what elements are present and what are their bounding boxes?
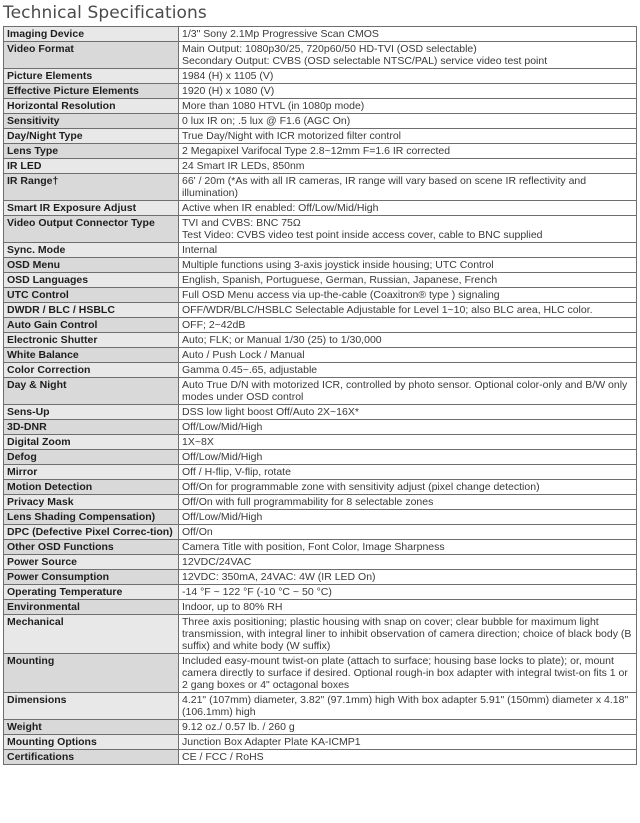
spec-value [179,585,637,600]
spec-row [4,450,637,465]
spec-row [4,288,637,303]
spec-value [179,84,637,99]
spec-row [4,201,637,216]
spec-row [4,525,637,540]
spec-value [179,159,637,174]
spec-label: DWDR / BLC / HSBLC [4,303,179,318]
spec-value-line: TVI and CVBS: BNC 75Ω [182,217,301,229]
spec-label: Digital Zoom [4,435,179,450]
spec-label: Power Source [4,555,179,570]
page-title: Technical Specifications [3,3,207,23]
spec-value-line: Off/On for programmable zone with sensitivity adjust (pixel change detection) [182,481,540,493]
spec-value-line: English, Spanish, Portuguese, German, Russian, Japanese, French [182,274,498,286]
spec-value [179,735,637,750]
spec-row [4,750,637,765]
spec-row [4,510,637,525]
spec-value-line: 1984 (H) x 1105 (V) [182,70,274,82]
spec-row [4,570,637,585]
spec-label: Lens Type [4,144,179,159]
spec-row [4,243,637,258]
spec-label: Smart IR Exposure Adjust [4,201,179,216]
spec-value-line: 1920 (H) x 1080 (V) [182,85,275,97]
spec-row [4,615,637,654]
spec-value [179,600,637,615]
spec-row [4,216,637,243]
spec-value-line: True Day/Night with ICR motorized filter control [182,130,402,142]
spec-row [4,735,637,750]
spec-value [179,174,637,201]
spec-value [179,378,637,405]
spec-table [3,26,637,765]
spec-row [4,555,637,570]
spec-value [179,465,637,480]
spec-value-line: Junction Box Adapter Plate KA-ICMP1 [182,736,361,748]
spec-value [179,720,637,735]
spec-value [179,435,637,450]
spec-value [179,555,637,570]
spec-value-line: 1/3" Sony 2.1Mp Progressive Scan CMOS [182,28,379,40]
spec-value [179,42,637,69]
spec-label: Day/Night Type [4,129,179,144]
spec-value-line: Auto / Push Lock / Manual [182,349,305,361]
spec-row [4,159,637,174]
spec-label: UTC Control [4,288,179,303]
spec-row [4,420,637,435]
spec-row [4,129,637,144]
spec-row [4,585,637,600]
spec-label: Motion Detection [4,480,179,495]
spec-value-line: Off/Low/Mid/High [182,511,263,523]
spec-row [4,84,637,99]
spec-label: Defog [4,450,179,465]
spec-value-line: OFF/WDR/BLC/HSBLC Selectable Adjustable for Level 1~10; also BLC area, HLC color. [182,304,593,316]
spec-value-line: Gamma 0.45~.65, adjustable [182,364,318,376]
spec-value [179,69,637,84]
spec-value-line: Test Video: CVBS video test point inside access cover, cable to BNC supplied [182,229,543,241]
spec-row [4,258,637,273]
spec-label: Dimensions [4,693,179,720]
spec-value-line: Included easy-mount twist-on plate (attach to surface; housing base locks to plate); or, mount camera directly to surface if desired. Optional rough-in box adapter with integral twist-on fits 1 or 2 gang boxes or 4" octagonal boxes [182,655,628,691]
spec-value-line: Off/Low/Mid/High [182,421,263,433]
spec-label: Environmental [4,600,179,615]
spec-label: Power Consumption [4,570,179,585]
spec-label: Electronic Shutter [4,333,179,348]
spec-value-line: Internal [182,244,218,256]
spec-value-line: Full OSD Menu access via up-the-cable (Coaxitron® type ) signaling [182,289,500,301]
spec-value [179,654,637,693]
spec-row [4,495,637,510]
spec-label: Effective Picture Elements [4,84,179,99]
spec-value [179,129,637,144]
spec-label: Sync. Mode [4,243,179,258]
spec-label: Auto Gain Control [4,318,179,333]
spec-table-body [4,27,637,765]
spec-value [179,480,637,495]
spec-label: DPC (Defective Pixel Correc-tion) [4,525,179,540]
spec-value-line: Active when IR enabled: Off/Low/Mid/High [182,202,379,214]
spec-label: Picture Elements [4,69,179,84]
spec-row [4,99,637,114]
spec-value [179,318,637,333]
spec-row [4,144,637,159]
spec-label: Privacy Mask [4,495,179,510]
spec-value [179,495,637,510]
spec-row [4,600,637,615]
spec-value-line: 12VDC/24VAC [182,556,252,568]
spec-label: Other OSD Functions [4,540,179,555]
spec-value-line: -14 °F ~ 122 °F (-10 °C ~ 50 °C) [182,586,332,598]
spec-value [179,201,637,216]
spec-value [179,288,637,303]
spec-value [179,420,637,435]
spec-row [4,318,637,333]
spec-value-line: 4.21" (107mm) diameter, 3.82" (97.1mm) high With box adapter 5.91" (150mm) diameter x 4.18" (106.1mm) high [182,694,629,718]
spec-label: 3D-DNR [4,420,179,435]
spec-label: Mounting Options [4,735,179,750]
spec-label: Weight [4,720,179,735]
spec-label: Mounting [4,654,179,693]
spec-value-line: Off/On [182,526,213,538]
spec-value-line: Off/On with full programmability for 8 selectable zones [182,496,434,508]
spec-value [179,99,637,114]
spec-value [179,510,637,525]
spec-row [4,348,637,363]
spec-value-line: 9.12 oz./ 0.57 lb. / 260 g [182,721,295,733]
spec-value-line: 24 Smart IR LEDs, 850nm [182,160,305,172]
spec-label: OSD Menu [4,258,179,273]
spec-label: Operating Temperature [4,585,179,600]
spec-label: Horizontal Resolution [4,99,179,114]
spec-row [4,480,637,495]
spec-label: White Balance [4,348,179,363]
spec-label: IR LED [4,159,179,174]
spec-label: Imaging Device [4,27,179,42]
spec-value-line: 0 lux IR on; .5 lux @ F1.6 (AGC On) [182,115,351,127]
spec-value-line: 1X~8X [182,436,214,448]
spec-row [4,27,637,42]
spec-row [4,378,637,405]
spec-value [179,540,637,555]
spec-value-line: Indoor, up to 80% RH [182,601,283,613]
spec-row [4,69,637,84]
spec-value [179,363,637,378]
spec-value-line: CE / FCC / RoHS [182,751,264,763]
spec-value [179,450,637,465]
spec-value [179,615,637,654]
spec-row [4,303,637,318]
spec-label: Video Output Connector Type [4,216,179,243]
spec-label: IR Range† [4,174,179,201]
spec-value [179,405,637,420]
spec-value [179,114,637,129]
spec-value-line: Off/Low/Mid/High [182,451,263,463]
spec-label: Mechanical [4,615,179,654]
spec-label: OSD Languages [4,273,179,288]
spec-value-line: Auto True D/N with motorized ICR, controlled by photo sensor. Optional color-only and B/W only modes under OSD control [182,379,628,403]
spec-row [4,465,637,480]
spec-value-line: 2 Megapixel Varifocal Type 2.8~12mm F=1.6 IR corrected [182,145,451,157]
spec-value [179,144,637,159]
spec-row [4,174,637,201]
spec-row [4,720,637,735]
spec-value-line: 12VDC: 350mA, 24VAC: 4W (IR LED On) [182,571,376,583]
spec-row [4,333,637,348]
spec-value [179,243,637,258]
spec-row [4,693,637,720]
spec-row [4,435,637,450]
spec-row [4,540,637,555]
spec-value [179,216,637,243]
spec-value-line: Auto; FLK; or Manual 1/30 (25) to 1/30,000 [182,334,382,346]
spec-value-line: Multiple functions using 3-axis joystick inside housing; UTC Control [182,259,494,271]
spec-value [179,525,637,540]
spec-value-line: Main Output: 1080p30/25, 720p60/50 HD-TVI (OSD selectable) [182,43,477,55]
spec-value-line: DSS low light boost Off/Auto 2X~16X* [182,406,359,418]
spec-label: Certifications [4,750,179,765]
spec-label: Day & Night [4,378,179,405]
spec-value-line: Camera Title with position, Font Color, Image Sharpness [182,541,445,553]
spec-value [179,693,637,720]
spec-row [4,363,637,378]
spec-row [4,654,637,693]
spec-row [4,114,637,129]
spec-label: Color Correction [4,363,179,378]
spec-value-line: More than 1080 HTVL (in 1080p mode) [182,100,365,112]
spec-value [179,303,637,318]
spec-label: Mirror [4,465,179,480]
spec-value [179,273,637,288]
spec-value-line: OFF; 2~42dB [182,319,246,331]
spec-value [179,570,637,585]
spec-value-line: 66' / 20m (*As with all IR cameras, IR range will vary based on scene IR reflectivity and illumination) [182,175,587,199]
spec-value-line: Three axis positioning; plastic housing with snap on cover; clear bubble for maximum light transmission, with integral liner to inhibit observation of camera direction; choice of black body (B suffix) and white body (W suffix) [182,616,632,652]
spec-label: Video Format [4,42,179,69]
spec-value [179,750,637,765]
spec-row [4,273,637,288]
spec-value [179,258,637,273]
spec-row [4,42,637,69]
spec-label: Lens Shading Compensation) [4,510,179,525]
spec-label: Sens-Up [4,405,179,420]
spec-label: Sensitivity [4,114,179,129]
spec-value-line: Secondary Output: CVBS (OSD selectable NTSC/PAL) service video test point [182,55,548,67]
spec-value-line: Off / H-flip, V-flip, rotate [182,466,291,478]
spec-value [179,27,637,42]
spec-row [4,405,637,420]
spec-value [179,348,637,363]
spec-value [179,333,637,348]
